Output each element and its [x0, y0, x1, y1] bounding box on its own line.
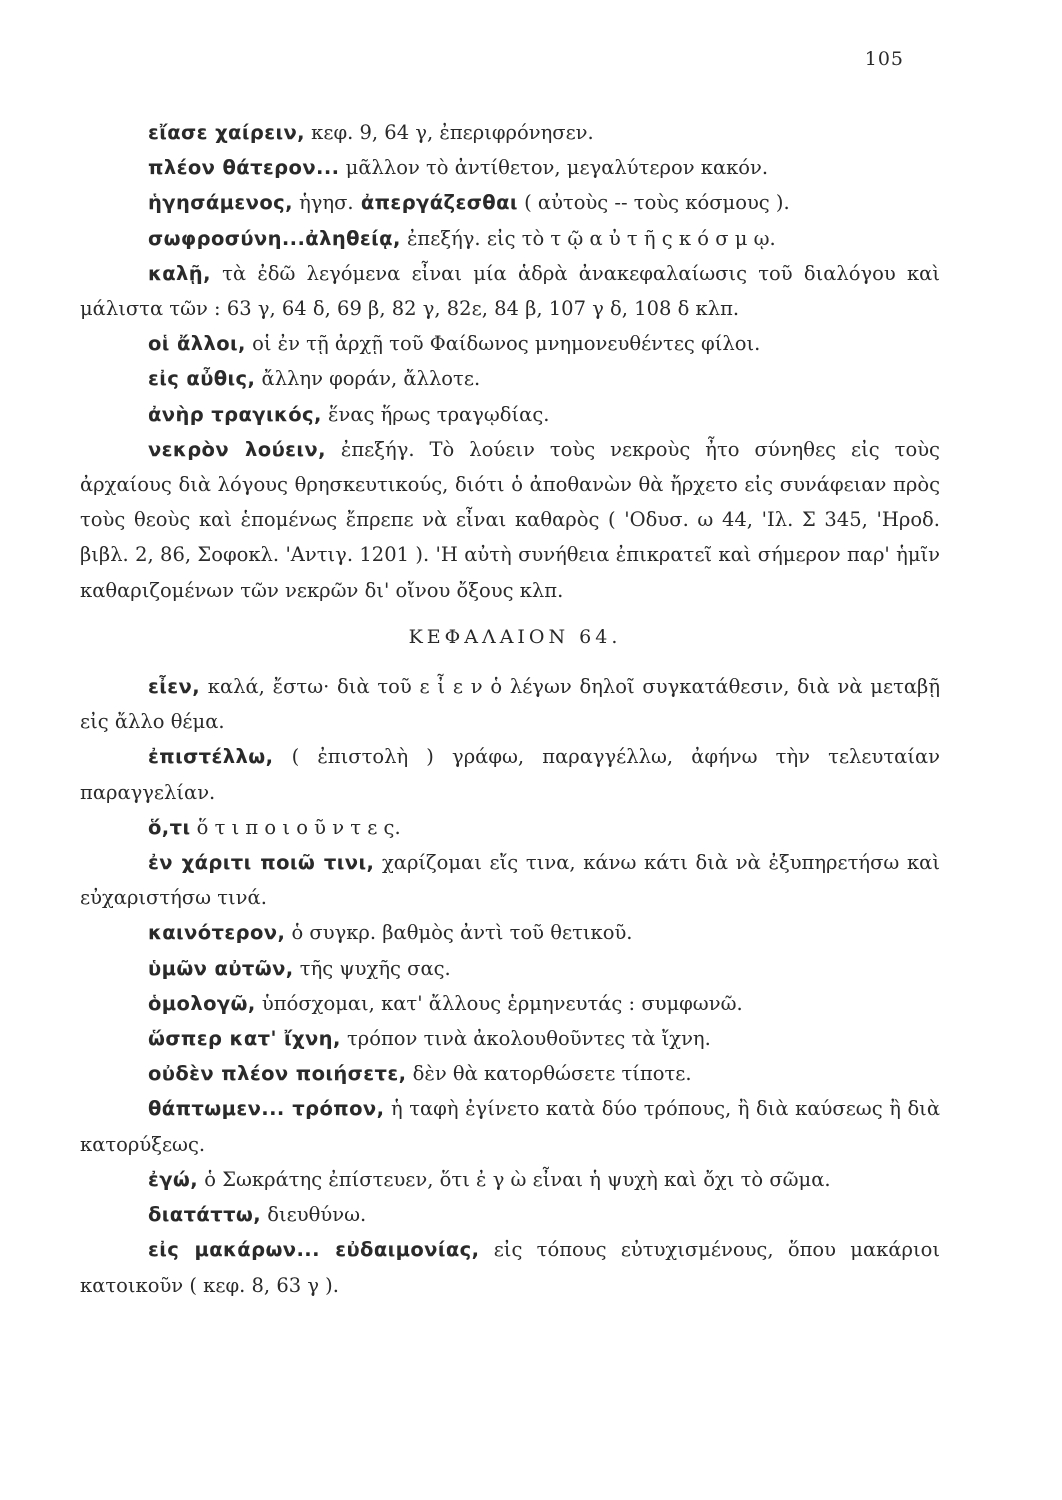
entry-gloss-secondary: ( αὐτοὺς -- τοὺς κόσμους ).	[517, 191, 790, 215]
page-body	[80, 115, 940, 1303]
entry-term: ἐν χάριτι ποιῶ τινι,	[148, 851, 375, 875]
entry-term: ὑμῶν αὐτῶν,	[148, 956, 294, 980]
entry-gloss: ὑπόσχομαι, κατ' ἄλλους ἑρμηνευτάς : συμφωνῶ.	[255, 991, 743, 1015]
entry-term: νεκρὸν λούειν,	[148, 437, 326, 461]
glossary-entry	[80, 326, 940, 361]
glossary-entry	[80, 669, 940, 739]
entry-term: σωφροσύνη...ἀληθείᾳ,	[148, 226, 401, 250]
entry-term: ἐγώ,	[148, 1167, 199, 1191]
entry-gloss: ἡ ταφὴ ἐγίνετο κατὰ δύο τρόπους, ἢ διὰ καύσεως ἢ διὰ κατορύξεως.	[80, 1097, 940, 1156]
glossary-entry	[80, 397, 940, 432]
entry-term: οὐδὲν πλέον ποιήσετε,	[148, 1062, 407, 1086]
entry-gloss: ἐπεξήγ. Τὸ λούειν τοὺς νεκροὺς ἦτο σύνηθες εἰς τοὺς ἀρχαίους διὰ λόγους θρησκευτικούς, διότι ὁ ἀποθανὼν θὰ ἤρχετο εἰς συνάφειαν πρὸς τοὺς θεοὺς καὶ ἑπομένως ἔπρεπε νὰ εἶναι καθαρὸς ( 'Οδυσ. ω 44, 'Ιλ. Σ 345, 'Ηροδ. βιβλ. 2, 86, Σοφοκλ. 'Αντιγ. 1201 ). 'Η αὐτὴ συνήθεια ἐπικρατεῖ καὶ σήμερον παρ' ἡμῖν καθαριζομένων τῶν νεκρῶν δι' οἴνου ὄξους κλπ.	[80, 437, 940, 602]
entry-term-secondary: ἀπεργάζεσθαι	[353, 191, 518, 215]
entry-gloss: διευθύνω.	[261, 1203, 367, 1227]
page-number: 105	[864, 48, 904, 70]
entry-gloss: χαρίζομαι εἴς τινα, κάνω κάτι διὰ νὰ ἐξυπηρετήσω καὶ εὐχαριστήσω τινά.	[80, 851, 940, 910]
glossary-entry	[80, 810, 940, 845]
glossary-entry	[80, 361, 940, 396]
glossary-entry	[80, 951, 940, 986]
entry-gloss: εἰς τόπους εὐτυχισμένους, ὅπου μακάριοι κατοικοῦν ( κεφ. 8, 63 γ ).	[80, 1238, 940, 1297]
chapter-heading: ΚΕΦΑΛΑΙΟΝ 64.	[408, 625, 622, 648]
glossary-entry	[80, 739, 940, 809]
entry-gloss: ἄλλην φοράν, ἄλλοτε.	[255, 367, 481, 391]
entry-term: ἀνὴρ τραγικός,	[148, 402, 322, 426]
glossary-entry	[80, 256, 940, 326]
entry-gloss: ἐπεξήγ. εἰς τὸ τ ῷ α ὐ τ ῆ ς κ ό σ μ ῳ.	[400, 226, 776, 250]
entry-gloss: μᾶλλον τὸ ἀντίθετον, μεγαλύτερον κακόν.	[339, 156, 769, 180]
entry-term: ὥσπερ κατ' ἴχνη,	[148, 1027, 341, 1051]
glossary-entry	[80, 150, 940, 185]
entry-gloss: τῆς ψυχῆς σας.	[293, 956, 451, 980]
entry-gloss: ( ἐπιστολὴ ) γράφω, παραγγέλλω, ἀφήνω τὴν τελευταίαν παραγγελίαν.	[80, 745, 940, 804]
entry-term: εἰς αὖθις,	[148, 367, 256, 391]
entry-term: ἡγησάμενος,	[148, 191, 293, 215]
glossary-entry	[80, 915, 940, 950]
entry-term: καλῇ,	[148, 261, 211, 285]
entry-term: ὅ,τι	[148, 815, 191, 839]
glossary-entry	[80, 1021, 940, 1056]
entry-gloss: ἕνας ἥρως τραγῳδίας.	[321, 402, 550, 426]
entry-gloss: τὰ ἐδῶ λεγόμενα εἶναι μία ἁδρὰ ἀνακεφαλαίωσις τοῦ διαλόγου καὶ μάλιστα τῶν : 63 γ, 64 δ, 69 β, 82 γ, 82ε, 84 β, 107 γ δ, 108 δ κλπ.	[80, 261, 940, 321]
entry-gloss: καλά, ἔστω· διὰ τοῦ ε ἶ ε ν ὁ λέγων δηλοῖ συγκατάθεσιν, διὰ νὰ μεταβῇ εἰς ἄλλο θέμα.	[80, 675, 940, 734]
glossary-entry	[80, 115, 940, 150]
entry-gloss: ὁ συγκρ. βαθμὸς ἀντὶ τοῦ θετικοῦ.	[285, 921, 633, 945]
entry-term: θάπτωμεν... τρόπον,	[148, 1097, 385, 1121]
glossary-entry	[80, 986, 940, 1021]
glossary-entry	[80, 1091, 940, 1161]
entry-gloss: ἡγησ.	[292, 191, 354, 215]
glossary-section-a	[80, 115, 940, 608]
entry-term: εἰς μακάρων... εὐδαιμονίας,	[148, 1238, 480, 1262]
glossary-entry	[80, 1056, 940, 1091]
entry-term: διατάττω,	[148, 1203, 262, 1227]
entry-gloss: ὅ τ ι π ο ι ο ῦ ν τ ε ς.	[190, 815, 401, 839]
glossary-entry	[80, 1162, 940, 1197]
entry-term: εἶεν,	[148, 675, 200, 699]
entry-term: εἴασε χαίρειν,	[148, 121, 305, 144]
entry-gloss: κεφ. 9, 64 γ, ἐπεριφρόνησεν.	[304, 121, 594, 144]
glossary-entry	[80, 221, 940, 256]
entry-term: καινότερον,	[148, 921, 286, 945]
entry-term: οἱ ἄλλοι,	[148, 332, 246, 356]
entry-term: πλέον θάτερον...	[148, 156, 340, 180]
entry-gloss: ὁ Σωκράτης ἐπίστευεν, ὅτι ἐ γ ὼ εἶναι ἡ ψυχὴ καὶ ὄχι τὸ σῶμα.	[198, 1167, 831, 1191]
entry-term: ὁμολογῶ,	[148, 991, 256, 1015]
entry-gloss: τρόπον τινὰ ἀκολουθοῦντες τὰ ἴχνη.	[340, 1027, 711, 1051]
glossary-entry	[80, 432, 940, 608]
entry-gloss: δὲν θὰ κατορθώσετε τίποτε.	[406, 1062, 692, 1086]
entry-term: ἐπιστέλλω,	[148, 745, 274, 769]
glossary-entry	[80, 1232, 940, 1302]
glossary-entry	[80, 1197, 940, 1232]
glossary-entry	[80, 845, 940, 915]
entry-gloss: οἱ ἐν τῇ ἀρχῇ τοῦ Φαίδωνος μνημονευθέντες φίλοι.	[245, 332, 761, 356]
glossary-entry	[80, 185, 940, 220]
glossary-section-b	[80, 669, 940, 1303]
